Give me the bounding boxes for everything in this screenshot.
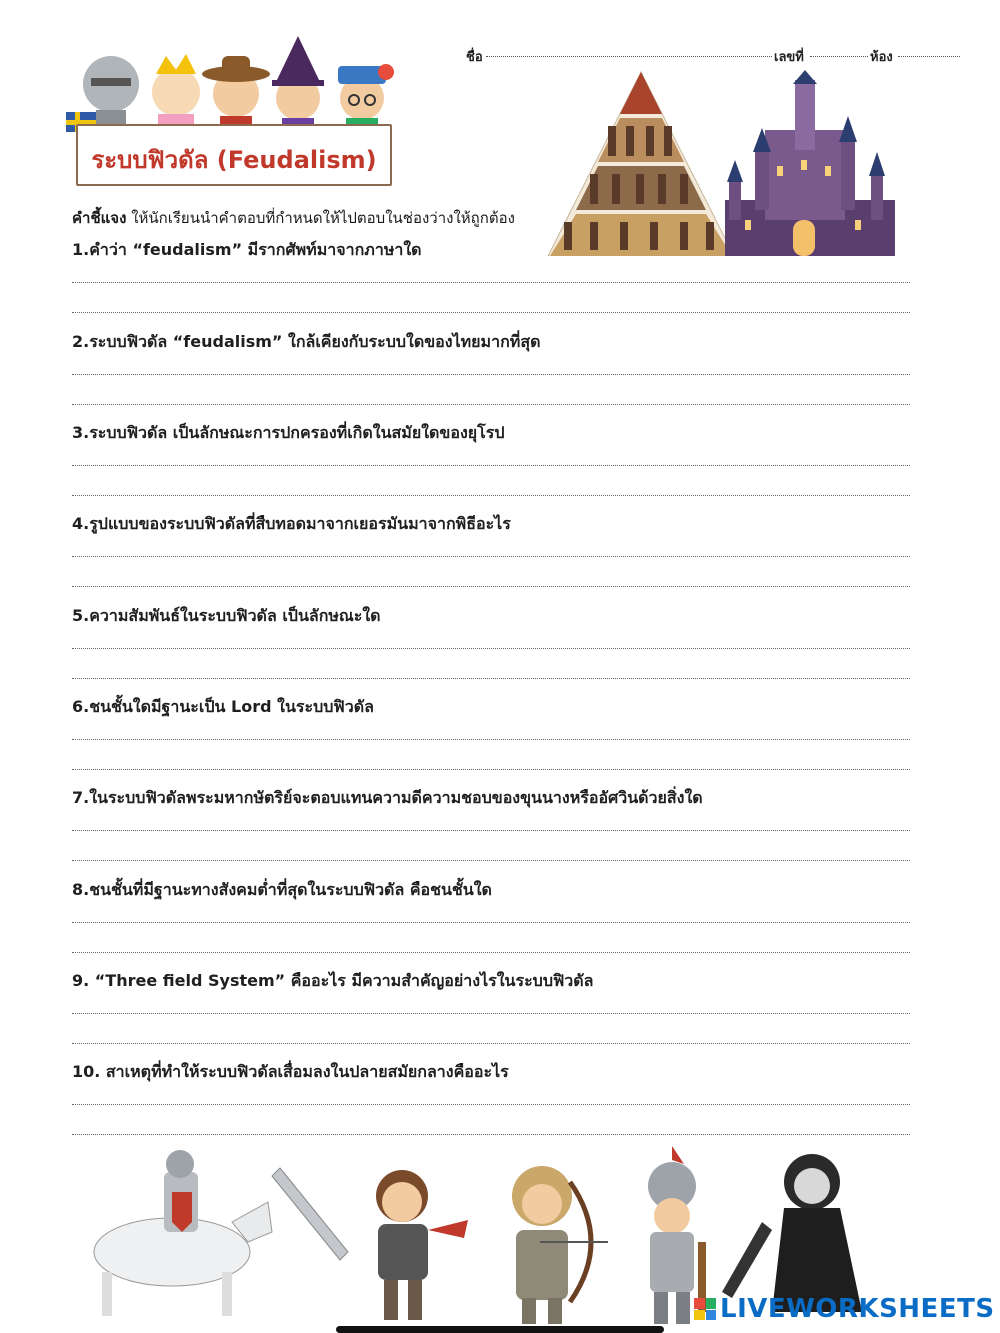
liveworksheets-logo-icon [694,1298,716,1320]
question-4: 4.รูปแบบของระบบฟิวดัลที่สืบทอดมาจากเยอรมันมาจากพิธีอะไร [72,514,511,533]
answer-3-line-2[interactable] [72,495,910,496]
castle-image [705,70,900,258]
answer-3-line-1[interactable] [72,465,910,466]
question-5: 5.ความสัมพันธ์ในระบบฟิวดัล เป็นลักษณะใด [72,606,381,625]
answer-1-line-1[interactable] [72,282,910,283]
liveworksheets-logo-text: LIVEWORKSHEETS [720,1294,995,1324]
answer-5-line-2[interactable] [72,678,910,679]
question-6: 6.ชนชั้นใดมีฐานะเป็น Lord ในระบบฟิวดัล [72,697,374,716]
question-8: 8.ชนชั้นที่มีฐานะทางสังคมต่ำที่สุดในระบบฟิวดัล คือชนชั้นใด [72,880,492,899]
home-indicator-bar[interactable] [336,1326,664,1333]
answer-6-line-2[interactable] [72,769,910,770]
question-1: 1.คำว่า “feudalism” มีรากศัพท์มาจากภาษาใด [72,240,422,259]
answer-4-line-2[interactable] [72,586,910,587]
question-9: 9. “Three field System” คืออะไร มีความสำคัญอย่างไรในระบบฟิวดัล [72,971,594,990]
question-10: 10. สาเหตุที่ทำให้ระบบฟิวดัลเสื่อมลงในปลายสมัยกลางคืออะไร [72,1062,509,1081]
answer-8-line-1[interactable] [72,922,910,923]
instructions-label: คำชี้แจง [72,209,127,227]
question-3: 3.ระบบฟิวดัล เป็นลักษณะการปกครองที่เกิดในสมัยใดของยุโรป [72,423,505,442]
kids-costume-illustration [66,34,406,134]
answer-6-line-1[interactable] [72,739,910,740]
answer-9-line-2[interactable] [72,1043,910,1044]
answer-10-line-1[interactable] [72,1104,910,1105]
instructions-text: ให้นักเรียนนำคำตอบที่กำหนดให้ไปตอบในช่องว่างให้ถูกต้อง [126,209,515,227]
name-field[interactable] [486,56,772,57]
answer-8-line-2[interactable] [72,952,910,953]
room-label: ห้อง [870,50,893,65]
title-board [76,124,392,186]
answer-5-line-1[interactable] [72,648,910,649]
page-title: ระบบฟิวดัล (Feudalism) [91,146,377,174]
answer-4-line-1[interactable] [72,556,910,557]
answer-2-line-2[interactable] [72,404,910,405]
answer-2-line-1[interactable] [72,374,910,375]
room-field[interactable] [898,56,960,57]
answer-1-line-2[interactable] [72,312,910,313]
answer-7-line-1[interactable] [72,830,910,831]
liveworksheets-logo[interactable] [694,1292,995,1326]
question-2: 2.ระบบฟิวดัล “feudalism” ใกล้เคียงกับระบบใดของไทยมากที่สุด [72,332,541,351]
instructions [72,206,515,230]
answer-9-line-1[interactable] [72,1013,910,1014]
question-7: 7.ในระบบฟิวดัลพระมหากษัตริย์จะตอบแทนความดีความชอบของขุนนางหรืออัศวินด้วยสิ่งใด [72,788,703,807]
number-label: เลขที่ [774,50,804,65]
number-field[interactable] [810,56,868,57]
answer-7-line-2[interactable] [72,860,910,861]
answer-10-line-2[interactable] [72,1134,910,1135]
name-label: ชื่อ [466,50,483,65]
